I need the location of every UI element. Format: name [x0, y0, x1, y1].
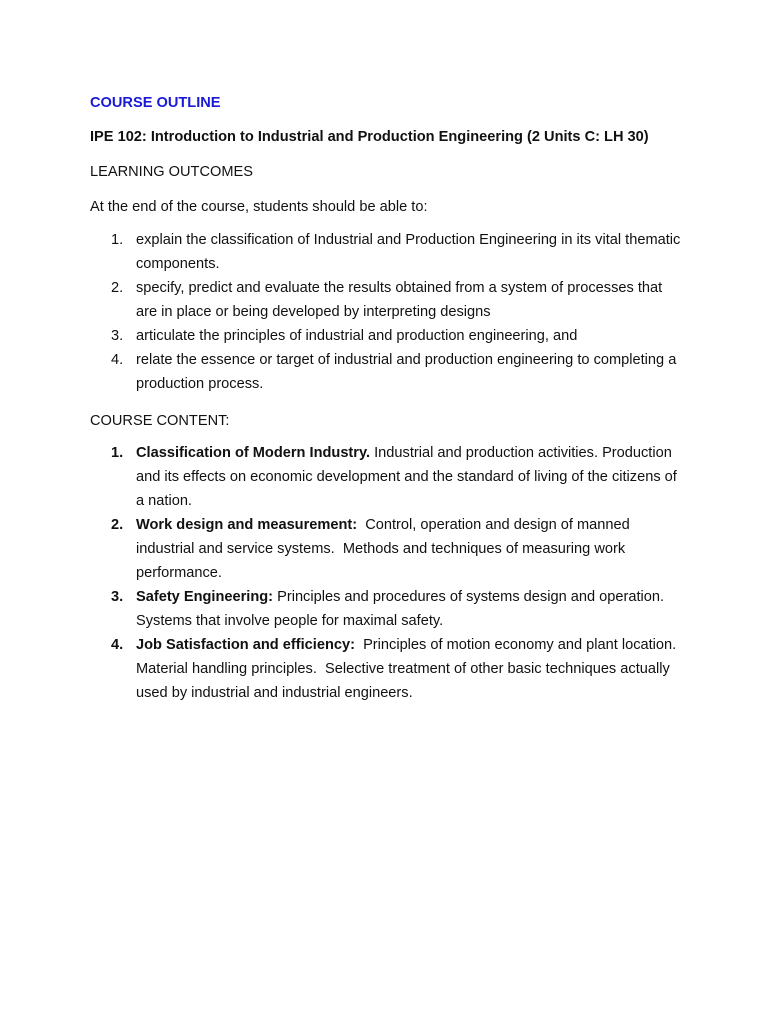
content-number: 2.: [111, 517, 124, 533]
content-item-title: Safety Engineering:: [136, 589, 274, 605]
content-text-block: [136, 585, 684, 633]
learning-outcomes-list: [90, 228, 690, 396]
content-text-block: [136, 633, 684, 705]
outcome-text: articulate the principles of industrial and production engineering, and: [136, 328, 578, 344]
outcome-item: [90, 348, 690, 396]
outcome-text: explain the classification of Industrial and Production Engineering in its vital thematic components.: [136, 232, 681, 272]
learning-outcomes-heading: LEARNING OUTCOMES: [90, 164, 253, 180]
content-item: [90, 441, 690, 513]
course-content-heading: COURSE CONTENT:: [90, 413, 230, 429]
outcomes-intro: At the end of the course, students should be able to:: [90, 199, 428, 215]
outcome-text: specify, predict and evaluate the results obtained from a system of processes that are in place or being developed by interpreting designs: [136, 280, 663, 320]
course-outline-heading: COURSE OUTLINE: [90, 95, 221, 111]
course-content-list: [90, 441, 690, 705]
outcome-text: relate the essence or target of industrial and production engineering to completing a production process.: [136, 352, 677, 392]
content-item-description: Industrial and production activities. Production and its effects on economic development and the standard of living of the citizens of a nation.: [136, 445, 681, 509]
content-item-description: Principles of motion economy and plant location. Material handling principles. Selective treatment of other basic techniques actually used by industrial and industrial engineers.: [136, 637, 681, 701]
content-item-title: Job Satisfaction and efficiency:: [136, 637, 355, 653]
content-item-title: Work design and measurement:: [136, 517, 358, 533]
content-text-block: [136, 441, 684, 513]
outcome-item: [90, 324, 690, 348]
content-number: 3.: [111, 589, 124, 605]
outcome-number: 3.: [111, 328, 124, 344]
outcome-number: 1.: [111, 232, 124, 248]
content-text-block: [136, 513, 684, 585]
outcome-number: 4.: [111, 352, 124, 368]
content-item: [90, 633, 690, 705]
document-body: [90, 94, 690, 705]
content-item-title: Classification of Modern Industry.: [136, 445, 371, 461]
outcome-item: [90, 228, 690, 276]
content-number: 4.: [111, 637, 124, 653]
content-item-description: Control, operation and design of manned industrial and service systems. Methods and techniques of measuring work performance.: [136, 517, 634, 581]
outcome-item: [90, 276, 690, 324]
outcome-number: 2.: [111, 280, 124, 296]
content-item: [90, 513, 690, 585]
content-item-description: Principles and procedures of systems design and operation. Systems that involve people for maximal safety.: [136, 589, 673, 629]
content-item: [90, 585, 690, 633]
course-title: IPE 102: Introduction to Industrial and Production Engineering (2 Units C: LH 30): [90, 129, 649, 145]
content-number: 1.: [111, 445, 124, 461]
